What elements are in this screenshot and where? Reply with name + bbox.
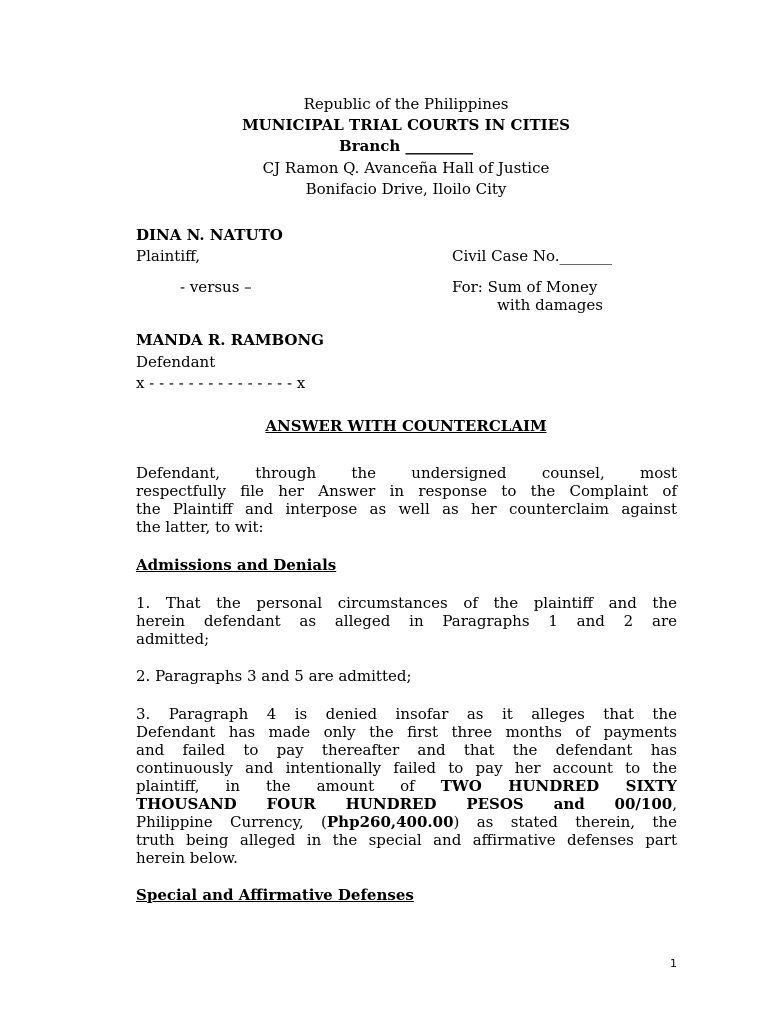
case-nature-line2: with damages <box>497 296 603 314</box>
court-name: MUNICIPAL TRIAL COURTS IN CITIES <box>242 116 570 134</box>
branch-line: Branch _________ <box>339 137 473 155</box>
paragraph-line: 1. That the personal circumstances of the plaintiff and the <box>136 594 677 612</box>
paragraph-line: herein defendant as alleged in Paragraphs 1 and 2 are <box>136 612 677 630</box>
paragraph-line: herein below. <box>136 849 238 867</box>
republic-line: Republic of the Philippines <box>303 95 509 113</box>
currency-text: Philippine Currency, ( <box>136 813 327 831</box>
versus-label: - versus – <box>180 278 252 296</box>
paragraph-line: continuously and intentionally failed to pay her account to the <box>136 759 677 777</box>
intro-line: the Plaintiff and interpose as well as her counterclaim against <box>136 500 677 518</box>
hall-of-justice: CJ Ramon Q. Avanceña Hall of Justice <box>262 159 550 177</box>
amount-in-words-part2: THOUSAND FOUR HUNDRED PESOS and 00/100 <box>136 795 673 813</box>
intro-line: Defendant, through the undersigned counsel, most <box>136 464 677 482</box>
paragraph-line: admitted; <box>136 630 210 648</box>
amount-in-figures: Php260,400.00 <box>326 813 454 831</box>
intro-line: the latter, to wit: <box>136 518 264 536</box>
civil-case-number: Civil Case No._______ <box>452 247 613 265</box>
paragraph-1 <box>136 594 677 648</box>
plaintiff-name: DINA N. NATUTO <box>136 226 283 244</box>
court-address: Bonifacio Drive, Iloilo City <box>305 180 507 198</box>
section-heading-admissions: Admissions and Denials <box>136 556 337 574</box>
paragraph-line: truth being alleged in the special and affirmative defenses part <box>136 831 677 849</box>
defendant-name: MANDA R. RAMBONG <box>136 331 324 349</box>
amount-trail-text: ) as stated therein, the <box>453 813 677 831</box>
caption-separator: x - - - - - - - - - - - - - - - x <box>136 374 306 392</box>
page-number: 1 <box>670 957 677 970</box>
paragraph-2: 2. Paragraphs 3 and 5 are admitted; <box>136 667 412 685</box>
paragraph-line: 3. Paragraph 4 is denied insofar as it alleges that the <box>136 705 677 723</box>
intro-paragraph <box>136 464 677 536</box>
document-title: ANSWER WITH COUNTERCLAIM <box>265 417 547 435</box>
paragraph-line: Defendant has made only the first three months of payments <box>136 723 677 741</box>
paragraph-line: and failed to pay thereafter and that the defendant has <box>136 741 677 759</box>
paragraph-3 <box>136 705 677 867</box>
defendant-role: Defendant <box>136 353 216 371</box>
amount-lead-text: plaintiff, in the amount of <box>136 777 415 795</box>
intro-line: respectfully file her Answer in response to the Complaint of <box>136 482 677 500</box>
paragraph-line <box>136 777 677 795</box>
case-nature-line1: For: Sum of Money <box>452 278 598 296</box>
paragraph-line <box>136 813 677 831</box>
paragraph-line <box>136 795 677 813</box>
section-heading-defenses: Special and Affirmative Defenses <box>136 886 414 904</box>
plaintiff-role: Plaintiff, <box>136 247 201 265</box>
amount-in-words-part1: TWO HUNDRED SIXTY <box>440 777 677 795</box>
punctuation: , <box>672 795 677 813</box>
